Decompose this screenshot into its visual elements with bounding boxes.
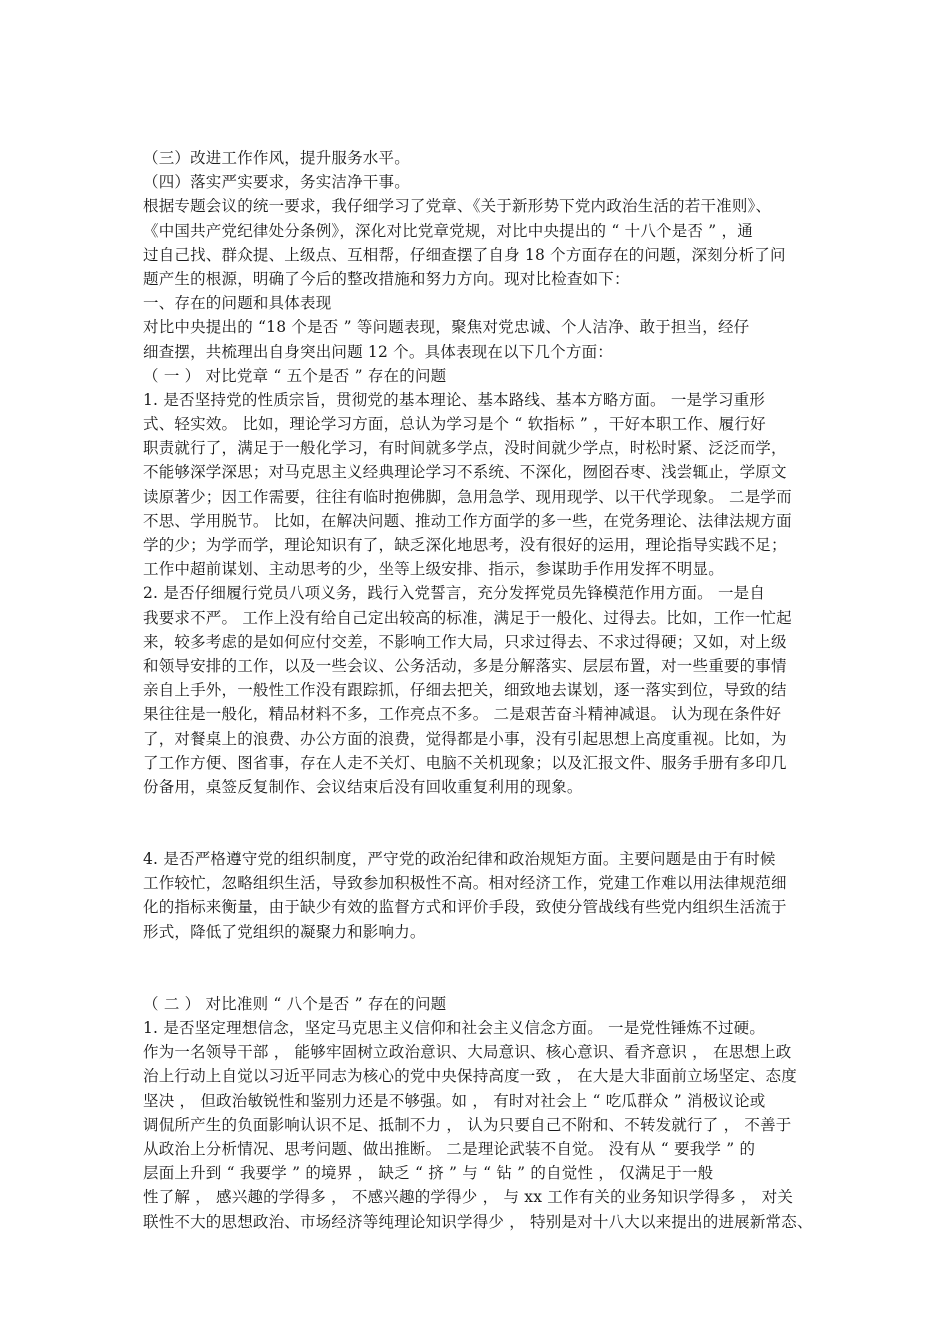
text-line: 层面上升到 “ 我要学 ” 的境界 ， 缺乏 “ 挤 ” 与 “ 钻 ” 的自觉性 ， 仅满足于一般	[143, 1164, 714, 1183]
blank-gap	[143, 944, 823, 992]
text-line: （四）落实严实要求，务实洁净干事。	[143, 173, 410, 192]
text-line: 工作中超前谋划、主动思考的少，坐等上级安排、指示，参谋助手作用发挥不明显。	[143, 560, 724, 579]
text-line: 我要求不严。 工作上没有给自己定出较高的标准，满足于一般化、过得去。比如，工作一忙起	[143, 608, 792, 627]
text-line: 了工作方便、图省事，存在人走不关灯、电脑不关机现象；以及汇报文件、服务手册有多印几	[143, 753, 787, 772]
text-line: 不能够深学深思；对马克思主义经典理论学习不系统、不深化，囫囵吞枣、浅尝辄止，学原文	[143, 463, 787, 482]
text-line: 对比中央提出的 “18 个是否 ” 等问题表现，聚焦对党忠诚、个人洁净、敢于担当，经仔	[143, 318, 750, 337]
document-body	[143, 146, 823, 1234]
text-line: 来，较多考虑的是如何应付交差，不影响工作大局，只求过得去、不求过得硬；又如，对上级	[143, 632, 787, 651]
text-line: 化的指标来衡量，由于缺少有效的监督方式和评价手段，致使分管战线有些党内组织生活流于	[143, 898, 787, 917]
text-line: 性了解 ， 感兴趣的学得多 ， 不感兴趣的学得少 ， 与 xx 工作有关的业务知识学得多 ， 对关	[143, 1188, 794, 1207]
text-line: 治上行动上自觉以习近平同志为核心的党中央保持高度一致 ， 在大是大非面前立场坚定、态度	[143, 1067, 797, 1086]
text-line: （ 一 ） 对比党章 “ 五个是否 ” 存在的问题	[143, 366, 447, 385]
text-line: 式、轻实效。 比如，理论学习方面，总认为学习是个 “ 软指标 ” ，干好本职工作、履行好	[143, 415, 766, 434]
text-line: 《中国共产党纪律处分条例》，深化对比党章党规，对比中央提出的 “ 十八个是否 ” ，通	[143, 221, 753, 240]
text-line: 调侃所产生的负面影响认识不足、抵制不力 ， 认为只要自己不附和、不转发就行了 ， 不善于	[143, 1115, 792, 1134]
text-line: 联性不大的思想政治、市场经济等纯理论知识学得少 ， 特别是对十八大以来提出的进展新常态、	[143, 1212, 813, 1231]
text-line: 不思、学用脱节。 比如，在解决问题、推动工作方面学的多一些，在党务理论、法律法规方面	[143, 511, 792, 530]
text-line: 工作较忙，忽略组织生活，导致参加积极性不高。相对经济工作，党建工作难以用法律规范细	[143, 874, 787, 893]
paragraph-block-main	[143, 146, 823, 799]
text-line: （ 二 ） 对比准则 “ 八个是否 ” 存在的问题	[143, 994, 447, 1013]
text-line: 果往往是一般化，精品材料不多，工作亮点不多。 二是艰苦奋斗精神减退。 认为现在条件好	[143, 705, 782, 724]
text-line: 1. 是否坚定理想信念，坚定马克思主义信仰和社会主义信念方面。 一是党性锤炼不过硬。	[143, 1019, 766, 1037]
text-line: 形式，降低了党组织的凝聚力和影响力。	[143, 922, 426, 941]
text-line: 从政治上分析情况、思考问题、做出推断。 二是理论武装不自觉。 没有从 “ 要我学 ” 的	[143, 1139, 756, 1158]
text-line: 份备用，桌签反复制作、会议结束后没有回收重复利用的现象。	[143, 777, 583, 796]
text-line: 根据专题会议的统一要求，我仔细学习了党章、《关于新形势下党内政治生活的若干准则》、	[143, 197, 772, 216]
text-line: （三）改进工作作风，提升服务水平。	[143, 149, 410, 167]
text-line: 了，对餐桌上的浪费、办公方面的浪费，觉得都是小事，没有引起思想上高度重视。比如，为	[143, 729, 787, 748]
text-line: 坚决 ， 但政治敏锐性和鉴别力还是不够强。如 ， 有时对社会上 “ 吃瓜群众 ” 消极议论或	[143, 1091, 766, 1110]
text-line: 职责就行了，满足于一般化学习，有时间就多学点，没时间就少学点，时松时紧、泛泛而学，	[143, 439, 787, 458]
paragraph-block-item-4	[143, 847, 823, 944]
text-line: 题产生的根源，明确了今后的整改措施和努力方向。现对比检查如下：	[143, 269, 630, 288]
blank-gap	[143, 799, 823, 847]
text-line: 读原著少；因工作需要，往往有临时抱佛脚，急用急学、现用现学、以干代学现象。 二是学而	[143, 487, 792, 506]
paragraph-block-section-2	[143, 992, 823, 1234]
text-line: 4. 是否严格遵守党的组织制度，严守党的政治纪律和政治规矩方面。主要问题是由于有时候	[143, 850, 776, 869]
text-line: 亲自上手外，一般性工作没有跟踪抓，仔细去把关，细致地去谋划，逐一落实到位，导致的结	[143, 681, 787, 700]
text-line: 细查摆，共梳理出自身突出问题 12 个。具体表现在以下几个方面：	[143, 342, 613, 361]
text-line: 和领导安排的工作，以及一些会议、公务活动，多是分解落实、层层布置，对一些重要的事情	[143, 656, 787, 675]
text-line: 过自己找、群众提、上级点、互相帮，仔细查摆了自身 18 个方面存在的问题，深刻分析了问	[143, 245, 786, 264]
text-line: 作为一名领导干部 ， 能够牢固树立政治意识、大局意识、核心意识、看齐意识 ， 在思想上政	[143, 1043, 792, 1062]
text-line: 2. 是否仔细履行党员八项义务，践行入党誓言，充分发挥党员先锋模范作用方面。 一是自	[143, 584, 766, 603]
text-line: 一、存在的问题和具体表现	[143, 294, 332, 313]
text-line: 学的少；为学而学，理论知识有了，缺乏深化地思考，没有很好的运用，理论指导实践不足；	[143, 536, 787, 554]
text-line: 1. 是否坚持党的性质宗旨，贯彻党的基本理论、基本路线、基本方略方面。 一是学习重形	[143, 390, 766, 409]
